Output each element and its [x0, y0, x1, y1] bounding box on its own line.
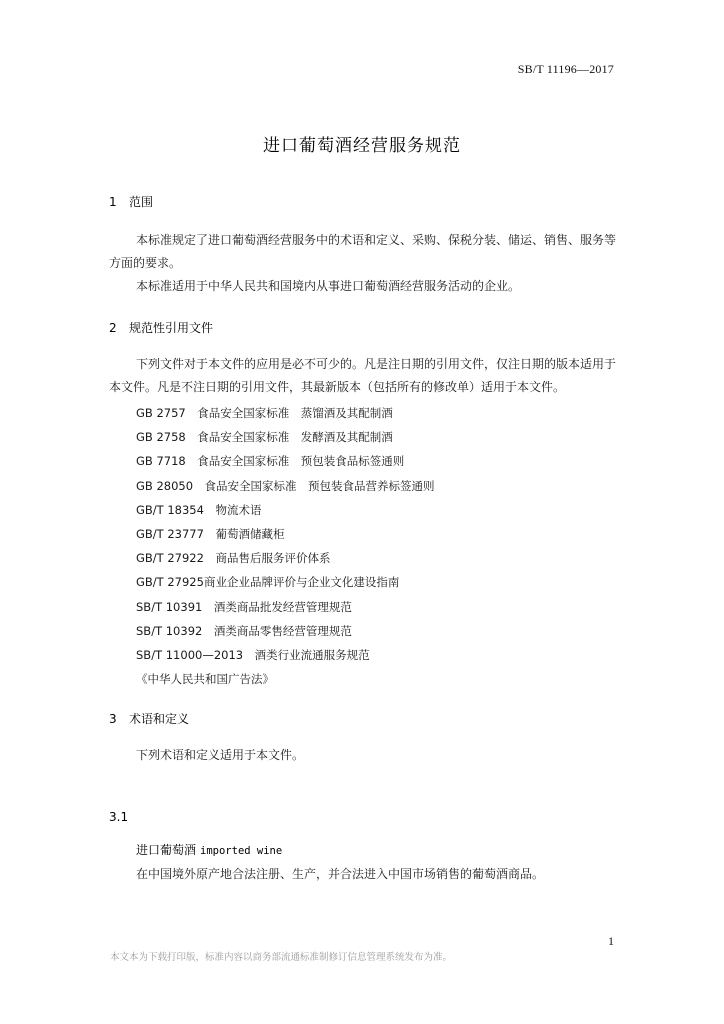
reference-item: 《中华人民共和国广告法》 [136, 672, 274, 687]
reference-item: SB/T 10392 酒类商品零售经营管理规范 [136, 623, 352, 638]
term-entry-number: 3.1 [109, 810, 129, 824]
term-english: imported wine [200, 845, 283, 857]
section-3-title: 术语和定义 [129, 712, 190, 726]
section-3-heading [109, 710, 189, 727]
section-3-number: 3 [109, 712, 117, 726]
scope-paragraph-1: 本标准规定了进口葡萄酒经营服务中的术语和定义、采购、保税分装、储运、销售、服务等方面的要求。 [109, 233, 617, 270]
section-2-number: 2 [109, 321, 117, 335]
reference-item: SB/T 10391 酒类商品批发经营管理规范 [136, 599, 352, 614]
section-2-title: 规范性引用文件 [129, 321, 214, 335]
section-1-number: 1 [109, 195, 117, 209]
reference-list [136, 401, 435, 691]
reference-item: GB 28050 食品安全国家标准 预包装食品营养标签通则 [136, 478, 435, 493]
reference-item: GB/T 27925商业企业品牌评价与企业文化建设指南 [136, 575, 400, 590]
document-title: 进口葡萄酒经营服务规范 [263, 136, 461, 156]
reference-item: GB/T 23777 葡萄酒储藏柜 [136, 526, 285, 541]
standard-number: SB/T 11196—2017 [517, 62, 614, 76]
section-2-heading [109, 319, 213, 336]
section-1-title: 范围 [129, 195, 154, 209]
term-definition: 在中国境外原产地合法注册、生产，并合法进入中国市场销售的葡萄酒商品。 [136, 867, 545, 881]
reference-item: SB/T 11000—2013 酒类行业流通服务规范 [136, 647, 370, 662]
term-heading [136, 841, 282, 858]
reference-item: GB 2757 食品安全国家标准 蒸馏酒及其配制酒 [136, 406, 393, 420]
terms-intro: 下列术语和定义适用于本文件。 [136, 748, 305, 762]
reference-item: GB/T 27922 商品售后服务评价体系 [136, 551, 331, 566]
page-number: 1 [608, 934, 614, 948]
term-chinese: 进口葡萄酒 [136, 843, 197, 857]
scope-paragraph-2: 本标准适用于中华人民共和国境内从事进口葡萄酒经营服务活动的企业。 [136, 279, 521, 293]
reference-item: GB/T 18354 物流术语 [136, 502, 262, 517]
footer-note: 本文本为下载打印版，标准内容以商务部流通标准制修订信息管理系统发布为准。 [110, 952, 453, 963]
normative-refs-intro: 下列文件对于本文件的应用是必不可少的。凡是注日期的引用文件，仅注日期的版本适用于本文件。凡是不注日期的引用文件，其最新版本（包括所有的修改单）适用于本文件。 [109, 357, 617, 394]
reference-item: GB 2758 食品安全国家标准 发酵酒及其配制酒 [136, 430, 393, 445]
section-1-heading [109, 193, 153, 210]
reference-item: GB 7718 食品安全国家标准 预包装食品标签通则 [136, 454, 405, 469]
